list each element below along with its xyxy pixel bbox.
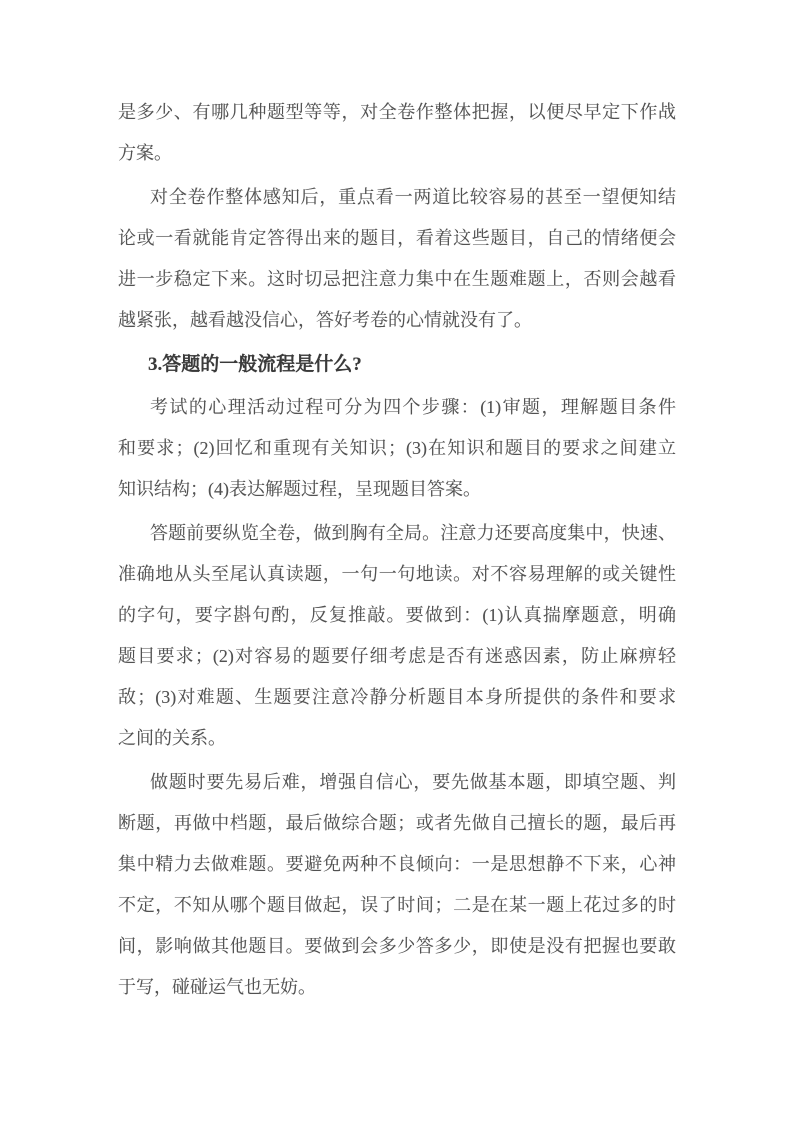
section-heading-block xyxy=(118,344,676,385)
paragraph-continuation xyxy=(118,92,676,174)
text-line: 对全卷作整体感知后，重点看一两道比较容易的甚至一望便知结 xyxy=(150,187,676,207)
paragraph xyxy=(118,513,676,759)
text-line: 于写，碰碰运气也无妨。 xyxy=(118,977,316,997)
text-line: 和要求；(2)回忆和重现有关知识；(3)在知识和题目的要求之间建立 xyxy=(118,438,676,458)
text-line: 敌；(3)对难题、生题要注意冷静分析题目本身所提供的条件和要求 xyxy=(118,687,676,707)
text-line: 论或一看就能肯定答得出来的题目，看着这些题目，自己的情绪便会 xyxy=(118,228,676,248)
paragraph xyxy=(118,177,676,341)
text-line: 方案。 xyxy=(118,143,172,163)
text-line: 题目要求；(2)对容易的题要仔细考虑是否有迷惑因素，防止麻痹轻 xyxy=(118,646,676,666)
text-line: 是多少、有哪几种题型等等，对全卷作整体把握，以便尽早定下作战 xyxy=(118,102,676,122)
text-line: 不定，不知从哪个题目做起，误了时间；二是在某一题上花过多的时 xyxy=(118,895,676,915)
text-line: 越紧张，越看越没信心，答好考卷的心情就没有了。 xyxy=(118,310,532,330)
section-heading: 3.答题的一般流程是什么? xyxy=(148,354,362,375)
text-line: 准确地从头至尾认真读题，一句一句地读。对不容易理解的或关键性 xyxy=(118,564,676,584)
text-line: 做题时要先易后难，增强自信心，要先做基本题，即填空题、判 xyxy=(150,772,676,792)
text-line: 间，影响做其他题目。要做到会多少答多少，即使是没有把握也要敢 xyxy=(118,936,676,956)
text-line: 答题前要纵览全卷，做到胸有全局。注意力还要高度集中，快速、 xyxy=(150,523,676,543)
text-line: 集中精力去做难题。要避免两种不良倾向：一是思想静不下来，心神 xyxy=(118,854,676,874)
text-line: 考试的心理活动过程可分为四个步骤：(1)审题，理解题目条件 xyxy=(150,397,676,417)
text-line: 断题，再做中档题，最后做综合题；或者先做自己擅长的题，最后再 xyxy=(118,813,676,833)
paragraph xyxy=(118,762,676,1008)
text-line: 之间的关系。 xyxy=(118,728,226,748)
text-line: 进一步稳定下来。这时切忌把注意力集中在生题难题上，否则会越看 xyxy=(118,269,676,289)
text-line: 的字句，要字斟句酌，反复推敲。要做到：(1)认真揣摩题意，明确 xyxy=(118,605,676,625)
text-line: 知识结构；(4)表达解题过程，呈现题目答案。 xyxy=(118,479,481,499)
paragraph xyxy=(118,387,676,510)
